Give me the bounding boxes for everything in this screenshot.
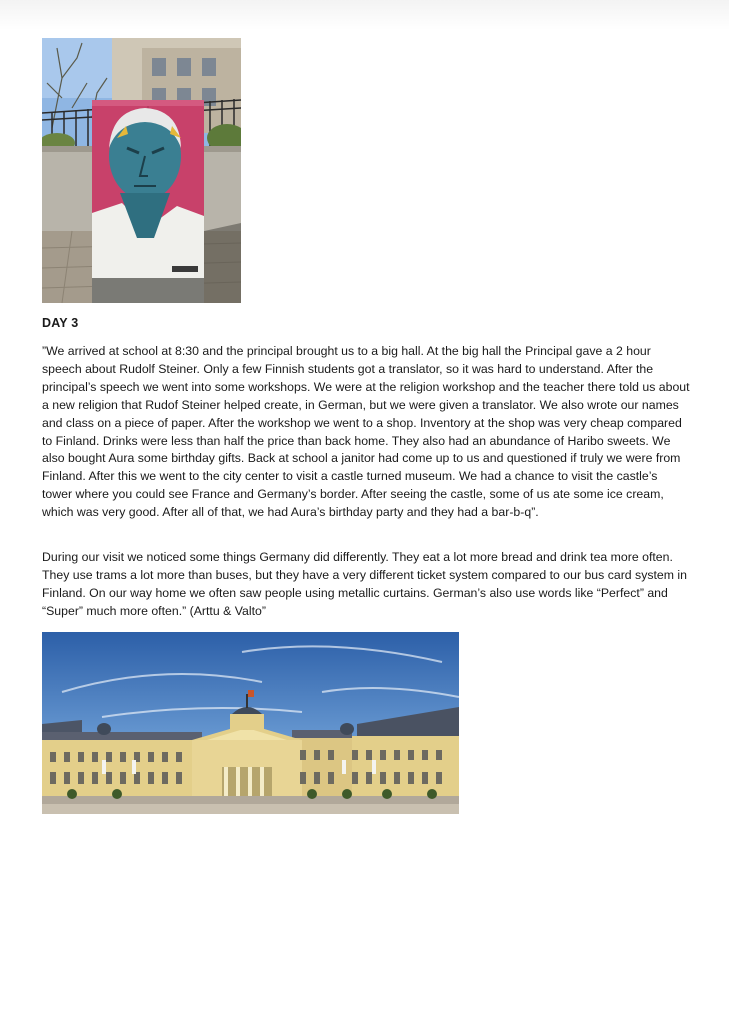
palace-photo (42, 632, 459, 814)
day-heading: DAY 3 (42, 316, 79, 330)
street-art-photo (42, 38, 241, 303)
day-3-paragraph: ”We arrived at school at 8:30 and the principal brought us to a big hall. At the big hall the Principal gave a 2 hour speech about Rudolf Steiner. Only a few Finnish students got a translator, so it was hard to understand. After the principal’s speech we went into some workshops. We were at the religion workshop and the teacher there told us about a new religion that Rudof Steiner helped create, in German, but we were given a translator. We also wrote our names and class on a piece of paper. After the workshop we went to a shop. Inventory at the shop was very cheap compared to Finland. Drinks were less than half the price than back home. They also had an abundance of Haribo sweets. We also bought Aura some birthday gifts. Back at school a janitor had come up to us and questioned if truly we were from Finland. After this we went to the city center to visit a castle turned museum. We had a chance to visit the castle’s tower where you could see France and Germany’s border. After seeing the castle, some of us ate some ice cream, which was very good. After all of that, we had Aura’s birthday party and they had a bar-b-q”. (42, 344, 690, 520)
page-top-shadow (0, 0, 729, 30)
observations-paragraph: During our visit we noticed some things Germany did differently. They eat a lot more bread and drink tea more often. They use trams a lot more than buses, but they have a very different ticket system compared to our bus card system in Finland. On our way home we often saw people using metallic curtains. German’s also use words like “Perfect” and “Super” much more often.” (Arttu & Valto” (42, 550, 687, 618)
